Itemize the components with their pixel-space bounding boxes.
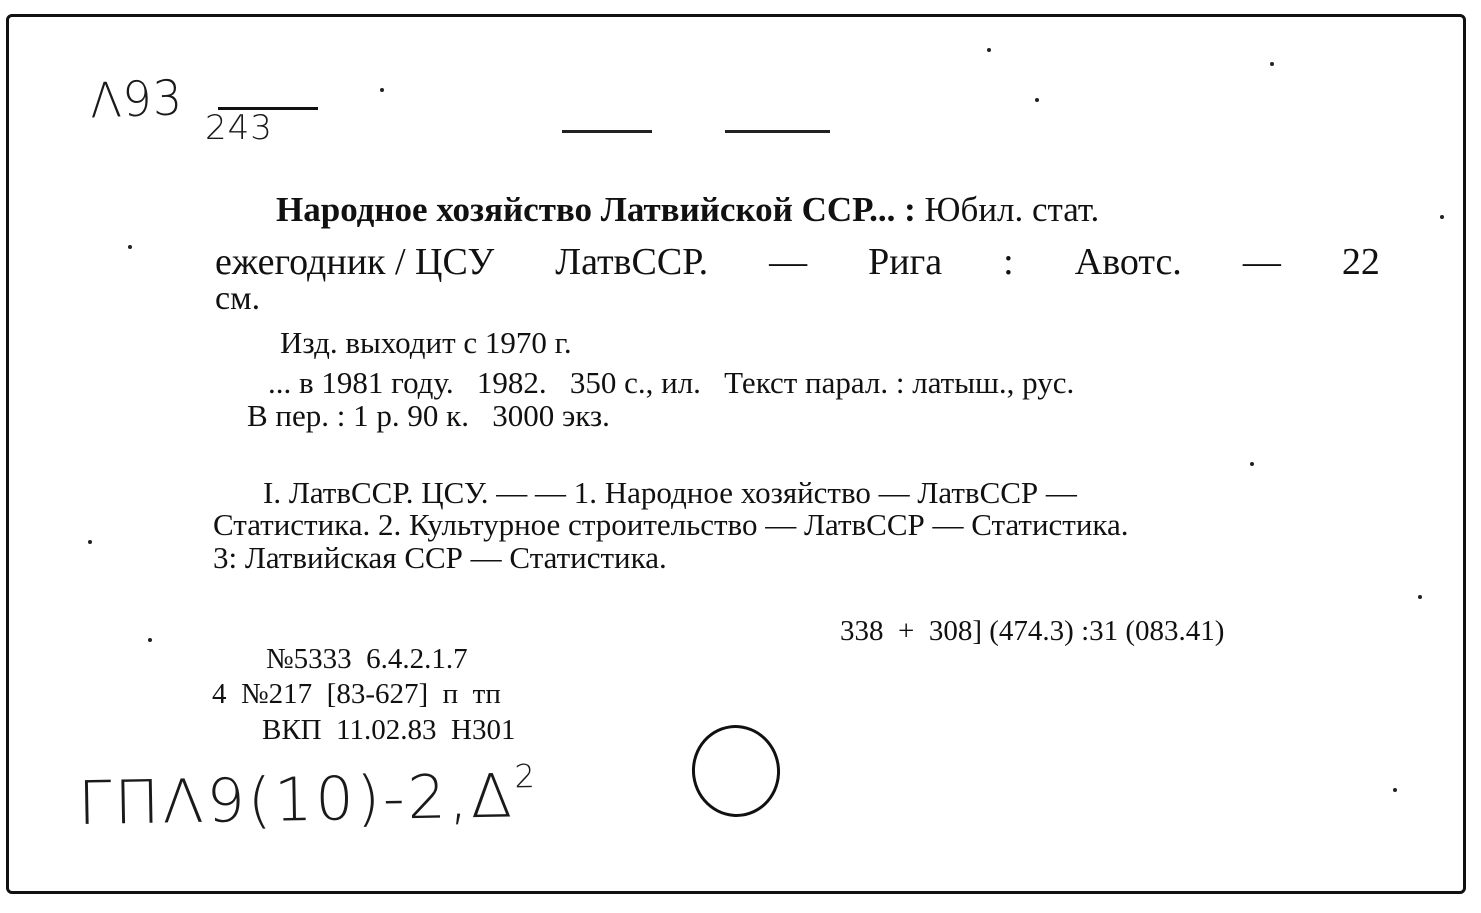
scan-speck (1418, 595, 1422, 599)
title-part: — (1242, 241, 1281, 283)
title-part: Авотс. (1074, 241, 1182, 283)
title-part: : (1003, 241, 1014, 283)
subject-line: Статистика. 2. Культурное строительство — ЛатвССР — Статистика. (213, 507, 1129, 542)
classification-index: 338 + 308] (474.3) :31 (083.41) (840, 615, 1225, 647)
note-line: ... в 1981 году. 1982. 350 с., ил. Текст парал. : латыш., рус. (268, 365, 1075, 400)
code-line: ВКП 11.02.83 Н301 (262, 714, 516, 746)
scan-speck (1393, 788, 1397, 792)
note-line: В пер. : 1 р. 90 к. 3000 экз. (247, 398, 610, 433)
dash-mark (562, 130, 652, 133)
subject-line: 3: Латвийская ССР — Статистика. (213, 540, 667, 575)
subject-line: I. ЛатвССР. ЦСУ. — — 1. Народное хозяйство — ЛатвССР — (263, 475, 1077, 510)
title-line-2 (215, 240, 1380, 284)
handwritten-shelf-code-text: ГПΛ9(10)-2,Δ (77, 761, 516, 840)
scan-speck (88, 540, 92, 544)
title-line-3: см. (215, 280, 261, 317)
title-part: Рига (868, 241, 943, 283)
scan-speck (380, 88, 384, 92)
title-line-1 (276, 190, 1099, 230)
title-part: ЛатвССР. (555, 241, 709, 283)
shelfmark-top: Λ93 (89, 68, 184, 130)
dash-mark (725, 130, 830, 133)
scan-speck (1440, 215, 1444, 219)
code-line: №5333 6.4.2.1.7 (266, 643, 468, 675)
title-main: Народное хозяйство Латвийской ССР... : (276, 190, 916, 229)
scan-speck (128, 245, 132, 249)
handwritten-shelf-code (77, 756, 539, 840)
scan-speck (1270, 62, 1274, 66)
title-part: 22 (1341, 241, 1380, 283)
code-line: 4 №217 [83-627] п тп (212, 678, 501, 710)
title-subtitle: Юбил. стат. (924, 190, 1100, 229)
scan-speck (1250, 462, 1254, 466)
scan-speck (987, 48, 991, 52)
title-part: ежегодник / ЦСУ (215, 241, 495, 283)
shelfmark-bottom: 243 (205, 108, 273, 148)
note-line: Изд. выходит с 1970 г. (280, 325, 572, 360)
title-part: — (769, 241, 808, 283)
scan-speck (1035, 98, 1039, 102)
handwritten-shelf-code-sup: 2 (514, 756, 539, 796)
scan-speck (148, 638, 152, 642)
